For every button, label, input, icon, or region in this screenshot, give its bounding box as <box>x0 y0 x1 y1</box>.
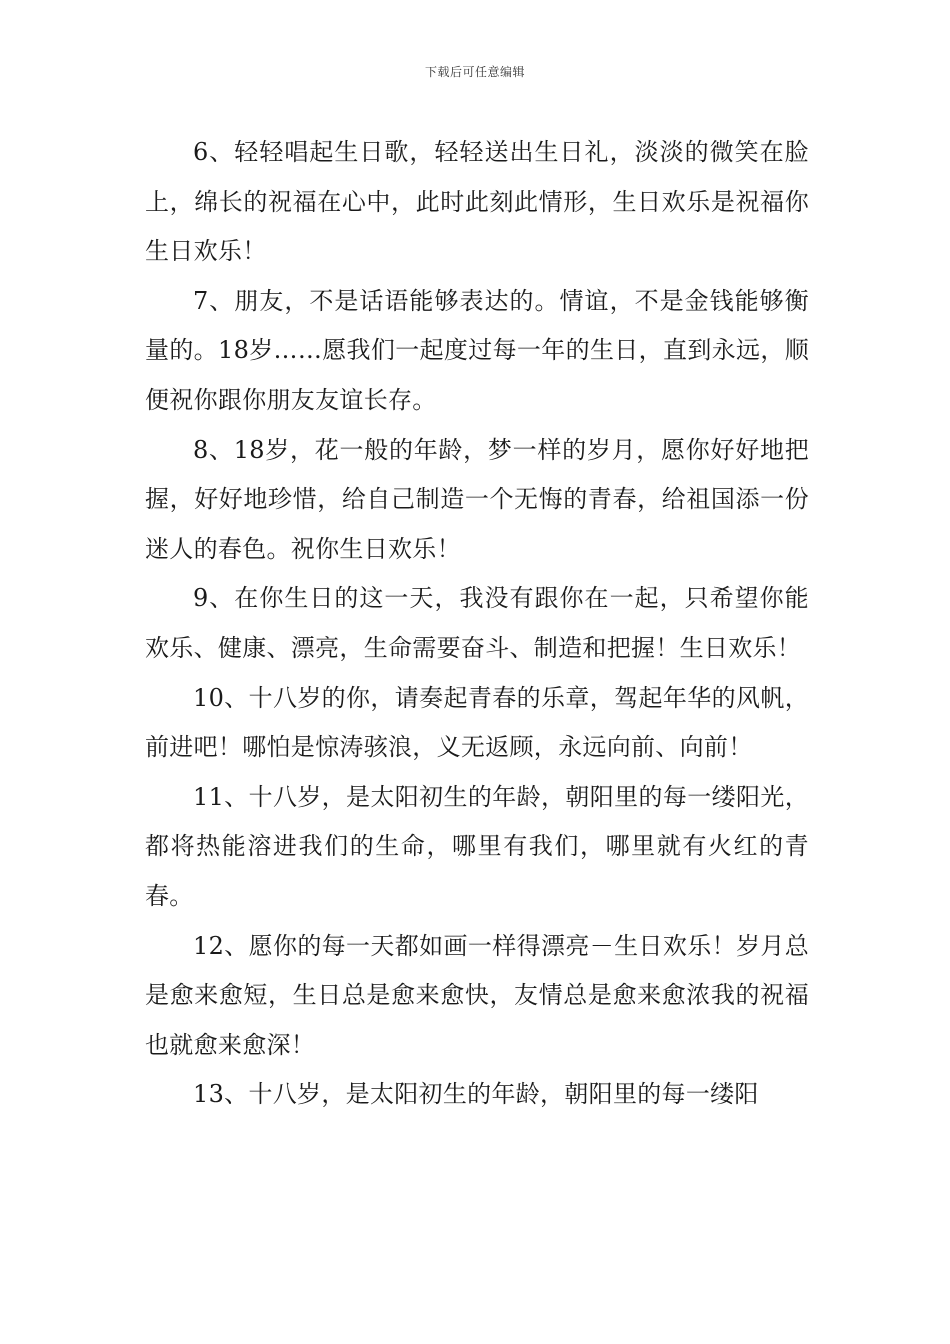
paragraph-13: 13、十八岁，是太阳初生的年龄，朝阳里的每一缕阳 <box>193 1080 759 1109</box>
paragraph-10: 10、十八岁的你，请奏起青春的乐章，驾起年华的风帆，前进吧！哪怕是惊涛骇浪，义无返顾，永远向前、向前！ <box>145 683 809 762</box>
paragraph-9: 9、在你生日的这一天，我没有跟你在一起，只希望你能欢乐、健康、漂亮，生命需要奋斗、制造和把握！生日欢乐！ <box>145 584 809 662</box>
paragraph-12: 12、愿你的每一天都如画一样得漂亮－生日欢乐！岁月总是愈来愈短，生日总是愈来愈快，友情总是愈来愈浓我的祝福也就愈来愈深！ <box>145 931 809 1059</box>
paragraph-11: 11、十八岁，是太阳初生的年龄，朝阳里的每一缕阳光，都将热能溶进我们的生命，哪里有我们，哪里就有火红的青春。 <box>145 782 809 910</box>
paragraph-6: 6、轻轻唱起生日歌，轻轻送出生日礼，淡淡的微笑在脸上，绵长的祝福在心中，此时此刻此情形，生日欢乐是祝福你生日欢乐！ <box>145 138 809 266</box>
paragraph-8: 8、18岁，花一般的年龄，梦一样的岁月，愿你好好地把握，好好地珍惜，给自己制造一个无悔的青春，给祖国添一份迷人的春色。祝你生日欢乐！ <box>145 435 809 563</box>
document-body <box>145 128 809 1120</box>
page-header: 下载后可任意编辑 <box>424 65 525 79</box>
paragraph-7: 7、朋友，不是话语能够表达的。情谊，不是金钱能够衡量的。18岁……愿我们一起度过每一年的生日，直到永远，顺便祝你跟你朋友友谊长存。 <box>145 286 809 414</box>
